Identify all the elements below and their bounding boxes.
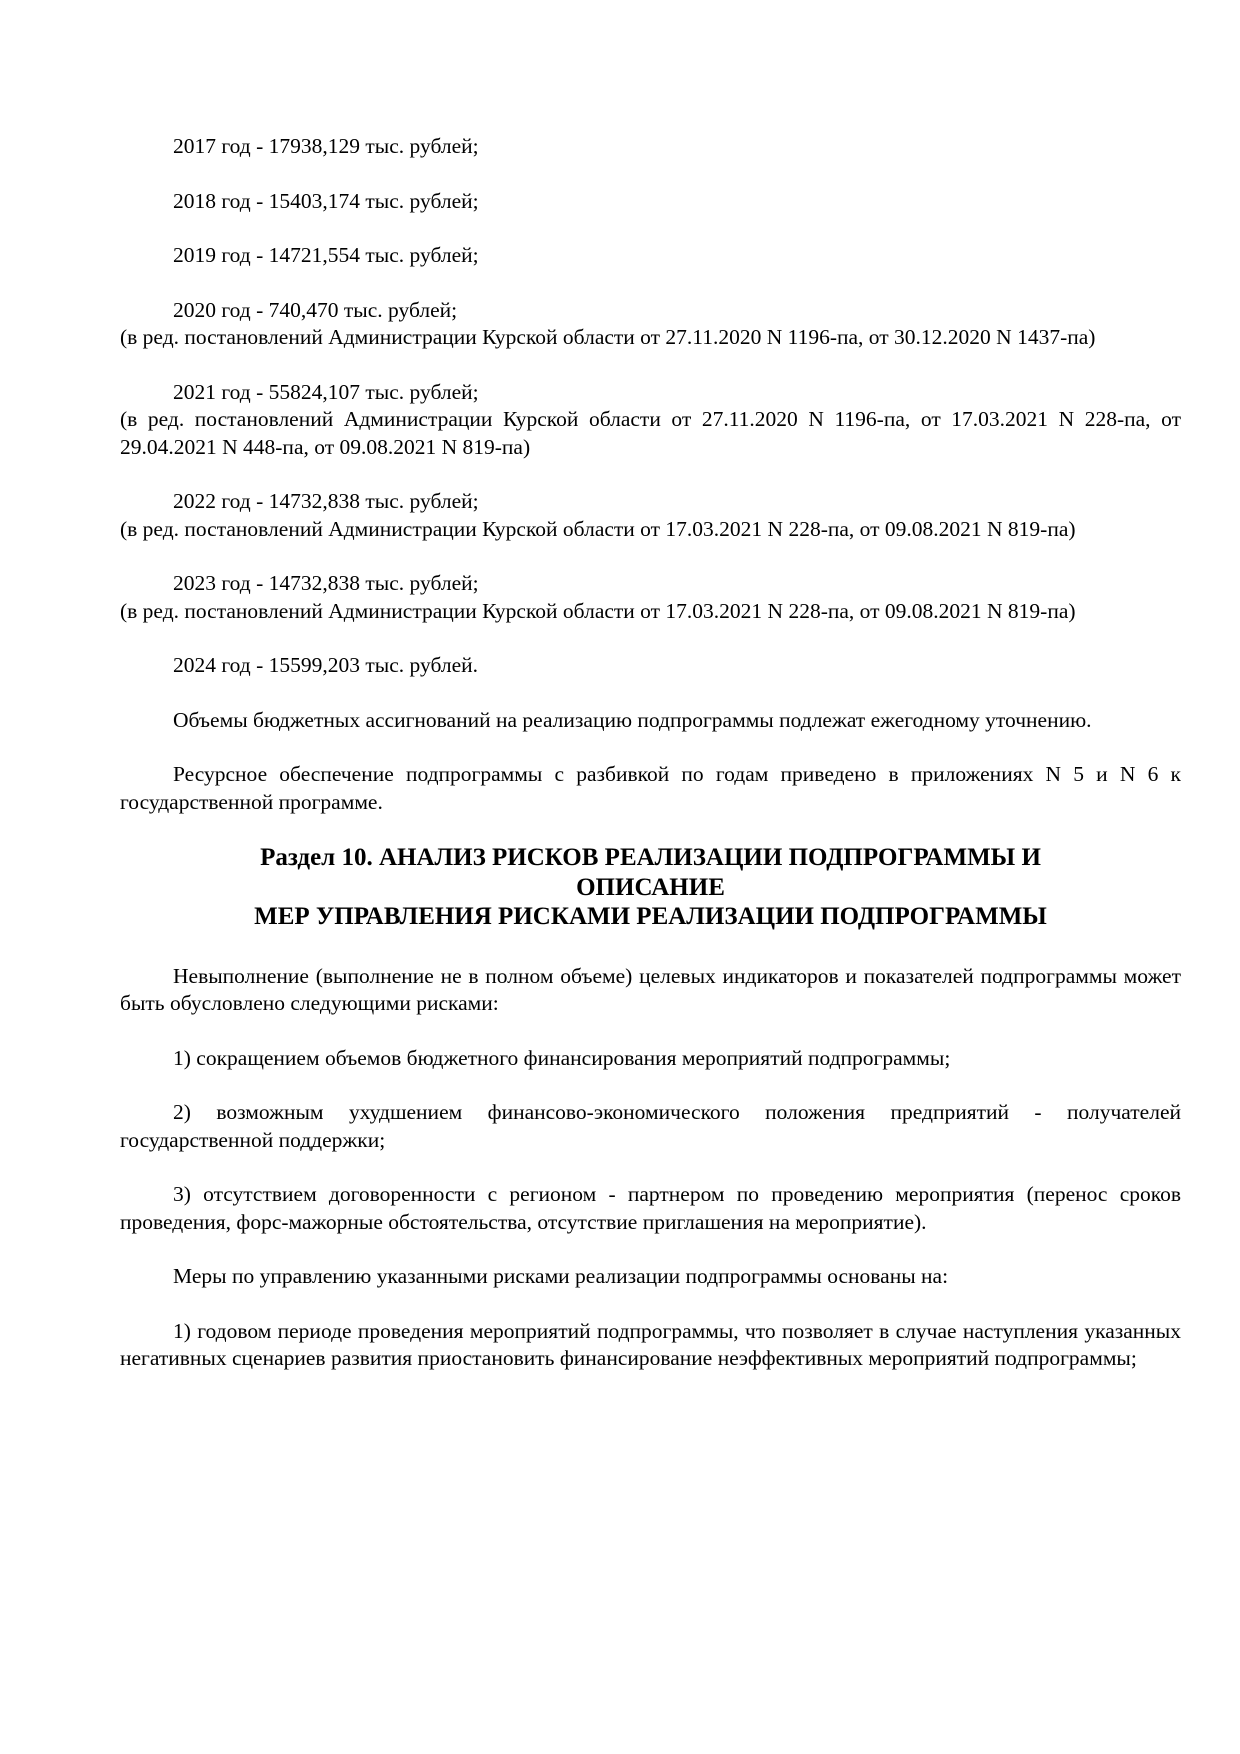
funding-2024: 2024 год - 15599,203 тыс. рублей. xyxy=(173,653,479,677)
section-title-line-3: МЕР УПРАВЛЕНИЯ РИСКАМИ РЕАЛИЗАЦИИ ПОДПРОГРАММЫ xyxy=(254,903,1047,930)
annual-refinement-paragraph: Объемы бюджетных ассигнований на реализацию подпрограммы подлежат ежегодному уточнению. xyxy=(173,707,1092,732)
section-title-line-2: ОПИСАНИЕ xyxy=(576,873,725,901)
risk-item-3: 3) отсутствием договоренности с регионом - партнером по проведению мероприятия (перенос сроков проведения, форс-мажорные обстоятельства, отсутствие приглашения на мероприятие). xyxy=(120,1182,1181,1234)
amendment-note-2023: (в ред. постановлений Администрации Курской области от 17.03.2021 N 228-па, от 09.08.2021 N 819-па) xyxy=(120,598,1076,623)
section-title-line-1: Раздел 10. АНАЛИЗ РИСКОВ РЕАЛИЗАЦИИ ПОДПРОГРАММЫ И xyxy=(260,844,1041,871)
risk-item-1: 1) сокращением объемов бюджетного финансирования мероприятий подпрограммы; xyxy=(173,1045,951,1070)
document-page xyxy=(120,133,1181,1400)
funding-2017: 2017 год - 17938,129 тыс. рублей; xyxy=(173,134,479,158)
section-10-heading xyxy=(120,843,1181,932)
funding-2019: 2019 год - 14721,554 тыс. рублей; xyxy=(173,243,479,267)
measures-intro-paragraph: Меры по управлению указанными рисками реализации подпрограммы основаны на: xyxy=(173,1264,949,1288)
funding-2018: 2018 год - 15403,174 тыс. рублей; xyxy=(173,188,479,213)
amendment-note-2020: (в ред. постановлений Администрации Курской области от 27.11.2020 N 1196-па, от 30.12.2020 N 1437-па) xyxy=(120,325,1096,349)
amendment-note-2022: (в ред. постановлений Администрации Курской области от 17.03.2021 N 228-па, от 09.08.2021 N 819-па) xyxy=(120,516,1076,541)
amendment-note-2021: (в ред. постановлений Администрации Курской области от 27.11.2020 N 1196-па, от 17.03.2021 N 228-па, от 29.04.2021 N 448-па, от 09.08.2021 N 819-па) xyxy=(120,407,1181,459)
risk-item-2: 2) возможным ухудшением финансово-экономического положения предприятий - получателей государственной поддержки; xyxy=(120,1100,1181,1152)
funding-2023: 2023 год - 14732,838 тыс. рублей; xyxy=(173,571,479,595)
measure-item-1: 1) годовом периоде проведения мероприятий подпрограммы, что позволяет в случае наступления указанных негативных сценариев развития приостановить финансирование неэффективных мероприятий подпрограммы; xyxy=(120,1318,1181,1370)
funding-2020: 2020 год - 740,470 тыс. рублей; xyxy=(173,297,458,322)
risks-intro-paragraph: Невыполнение (выполнение не в полном объеме) целевых индикаторов и показателей подпрограммы может быть обусловлено следующими рисками: xyxy=(120,963,1181,1015)
resource-annex-paragraph: Ресурсное обеспечение подпрограммы с разбивкой по годам приведено в приложениях N 5 и N 6 к государственной программе. xyxy=(120,762,1181,814)
funding-2022: 2022 год - 14732,838 тыс. рублей; xyxy=(173,489,479,513)
funding-2021: 2021 год - 55824,107 тыс. рублей; xyxy=(173,379,479,404)
